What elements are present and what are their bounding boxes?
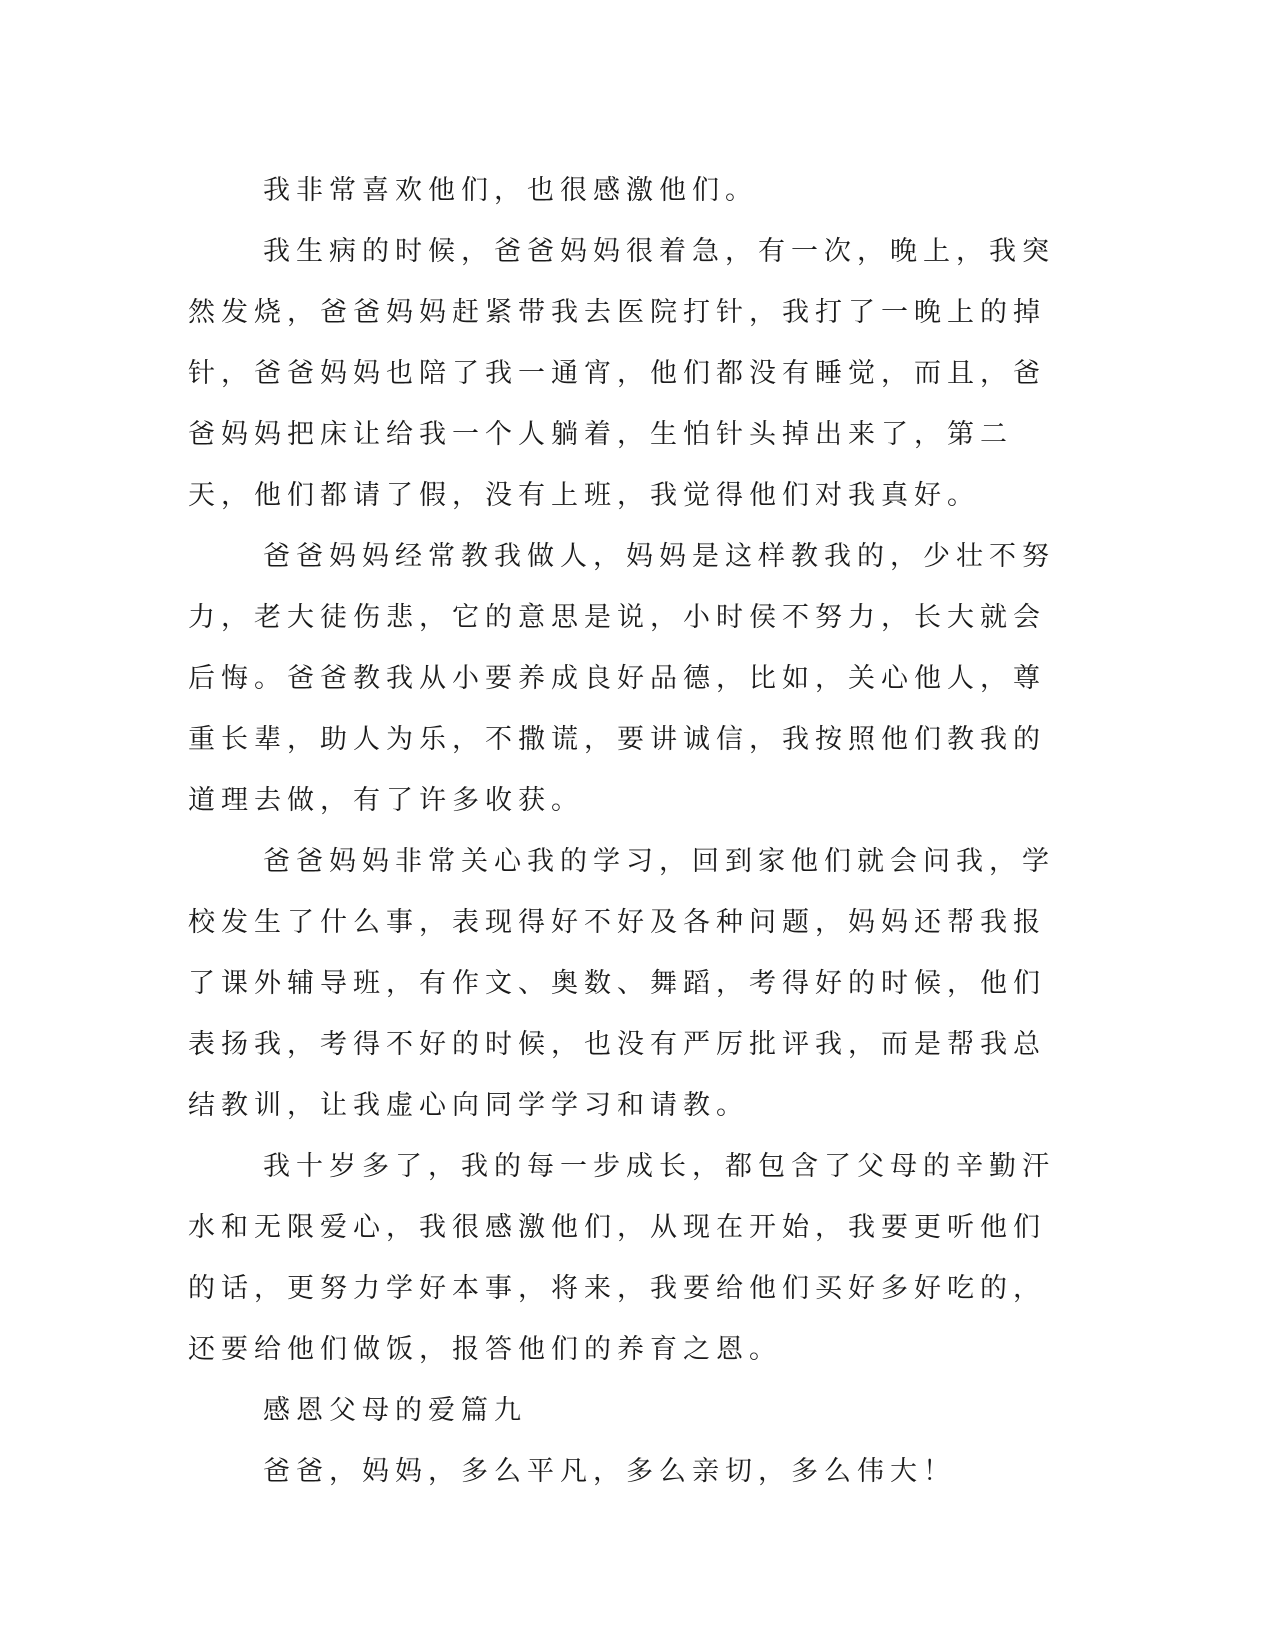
section-title: 感恩父母的爱篇九	[263, 1395, 527, 1426]
paragraph-2: 我生病的时候，爸爸妈妈很着急，有一次，晚上，我突然发烧，爸爸妈妈赶紧带我去医院打针，我打了一晚上的掉针，爸爸妈妈也陪了我一通宵，他们都没有睡觉，而且，爸爸妈妈把床让给我一个人躺着，生怕针头掉出来了，第二天，他们都请了假，没有上班，我觉得他们对我真好。	[188, 236, 1055, 511]
paragraph-4: 爸爸妈妈非常关心我的学习，回到家他们就会问我，学校发生了什么事，表现得好不好及各种问题，妈妈还帮我报了课外辅导班，有作文、奥数、舞蹈，考得好的时候，他们表扬我，考得不好的时候，也没有严厉批评我，而是帮我总结教训，让我虚心向同学学习和请教。	[188, 846, 1055, 1121]
paragraph-1: 我非常喜欢他们，也很感激他们。	[263, 175, 758, 206]
paragraph-5: 我十岁多了，我的每一步成长，都包含了父母的辛勤汗水和无限爱心，我很感激他们，从现在开始，我要更听他们的话，更努力学好本事，将来，我要给他们买好多好吃的，还要给他们做饭，报答他们的养育之恩。	[188, 1151, 1055, 1365]
closing-line: 爸爸，妈妈，多么平凡，多么亲切，多么伟大！	[263, 1456, 956, 1487]
document-body	[188, 160, 1070, 1502]
paragraph-3: 爸爸妈妈经常教我做人，妈妈是这样教我的，少壮不努力，老大徒伤悲，它的意思是说，小时侯不努力，长大就会后悔。爸爸教我从小要养成良好品德，比如，关心他人，尊重长辈，助人为乐，不撒谎，要讲诚信，我按照他们教我的道理去做，有了许多收获。	[188, 541, 1055, 816]
